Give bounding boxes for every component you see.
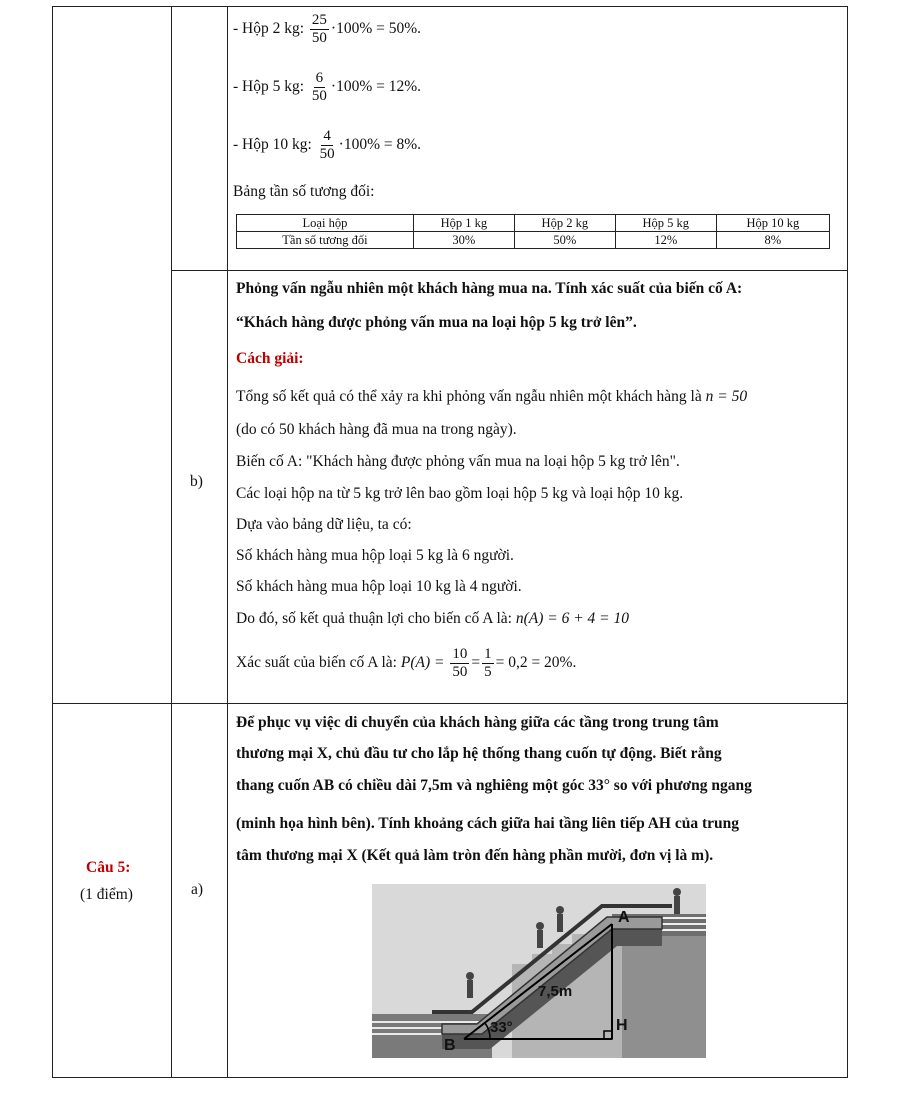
table-cell: 30% bbox=[413, 232, 514, 249]
table-cell: Loại hộp bbox=[237, 215, 414, 232]
part-b-label: b) bbox=[190, 473, 203, 490]
cau5-question-line5: tâm thương mại X (Kết quả làm tròn đến hàng phần mười, đơn vị là m). bbox=[236, 847, 714, 864]
relative-frequency-table bbox=[236, 214, 830, 249]
line-2kg: - Hộp 2 kg: $\frac{25}{50}$ ·100% = 50%. bbox=[233, 12, 422, 46]
fraction-2kg: $\frac{25}{50}$ bbox=[311, 12, 327, 46]
table-cell: 12% bbox=[615, 232, 716, 249]
table-cell: 8% bbox=[716, 232, 829, 249]
solution-line-5: Dựa vào bảng dữ liệu, ta có: bbox=[236, 516, 412, 533]
point-b-label: B bbox=[444, 1037, 456, 1054]
table-cell: 50% bbox=[514, 232, 615, 249]
row-divider-cau5 bbox=[53, 703, 847, 704]
solution-line-8: Do đó, số kết quả thuận lợi cho biến cố A là: n(A) = 6 + 4 = 10 bbox=[236, 610, 630, 627]
escalator-drawing bbox=[372, 884, 706, 1058]
solution-line-2: (do có 50 khách hàng đã mua na trong ngày). bbox=[236, 421, 517, 438]
solution-line-4: Các loại hộp na từ 5 kg trở lên bao gồm loại hộp 5 kg và loại hộp 10 kg. bbox=[236, 485, 684, 502]
method-title: Cách giải: bbox=[236, 350, 304, 367]
cau5-question-line4: (minh họa hình bên). Tính khoảng cách giữa hai tầng liên tiếp AH của trung bbox=[236, 815, 739, 832]
solution-line-9: Xác suất của biến cố A là: P(A) = $\frac{10}{50}$ = $\frac{1}{5}$ = 0,2 = 20%. bbox=[236, 646, 577, 680]
part-b-question-line2: “Khách hàng được phỏng vấn mua na loại hộp 5 kg trở lên”. bbox=[236, 314, 637, 331]
solution-line-7: Số khách hàng mua hộp loại 10 kg là 4 người. bbox=[236, 578, 522, 595]
table-caption: Bảng tần số tương đối: bbox=[233, 183, 375, 200]
fraction-5kg: $\frac{6}{50}$ bbox=[311, 70, 327, 104]
probability-fraction-1: $\frac{10}{50}$ bbox=[452, 646, 468, 680]
row-divider-ab bbox=[171, 270, 847, 271]
fraction-10kg: $\frac{4}{50}$ bbox=[319, 128, 335, 162]
solution-line-6: Số khách hàng mua hộp loại 5 kg là 6 người. bbox=[236, 547, 514, 564]
column-divider-1 bbox=[171, 7, 172, 1077]
solution-line-3: Biến cố A: "Khách hàng được phỏng vấn mua na loại hộp 5 kg trở lên". bbox=[236, 453, 680, 470]
length-label: 7,5m bbox=[538, 983, 573, 1000]
table-cell: Hộp 5 kg bbox=[615, 215, 716, 232]
table-cell: Hộp 1 kg bbox=[413, 215, 514, 232]
table-cell: Hộp 2 kg bbox=[514, 215, 615, 232]
escalator-illustration bbox=[372, 884, 706, 1058]
line-5kg: - Hộp 5 kg: $\frac{6}{50}$ ·100% = 12%. bbox=[233, 70, 422, 104]
question-points: (1 điểm) bbox=[80, 886, 133, 903]
angle-label: 33° bbox=[490, 1019, 513, 1036]
line-10kg: - Hộp 10 kg: $\frac{4}{50}$ ·100% = 8%. bbox=[233, 128, 422, 162]
cau5-question-line1: Để phục vụ việc di chuyển của khách hàng giữa các tầng trong trung tâm bbox=[236, 714, 719, 731]
cau5-question-line2: thương mại X, chủ đầu tư cho lắp hệ thống thang cuốn tự động. Biết rằng bbox=[236, 745, 722, 762]
cau5-question-line3: thang cuốn AB có chiều dài 7,5m và nghiêng một góc 33° so với phương ngang bbox=[236, 777, 752, 794]
point-h-label: H bbox=[616, 1017, 628, 1034]
solution-line-1: Tổng số kết quả có thể xảy ra khi phỏng vấn ngẫu nhiên một khách hàng là n = 50 bbox=[236, 388, 748, 405]
table-cell: Tần số tương đối bbox=[237, 232, 414, 249]
point-a-label: A bbox=[618, 909, 630, 926]
column-divider-2 bbox=[227, 7, 228, 1077]
table-row bbox=[237, 232, 830, 249]
part-b-question-line1: Phỏng vấn ngẫu nhiên một khách hàng mua na. Tính xác suất của biến cố A: bbox=[236, 280, 743, 297]
table-header-row bbox=[237, 215, 830, 232]
table-cell: Hộp 10 kg bbox=[716, 215, 829, 232]
question-title: Câu 5: bbox=[86, 859, 131, 876]
part-a-label: a) bbox=[191, 881, 204, 898]
probability-fraction-2: $\frac{1}{5}$ bbox=[484, 646, 492, 680]
